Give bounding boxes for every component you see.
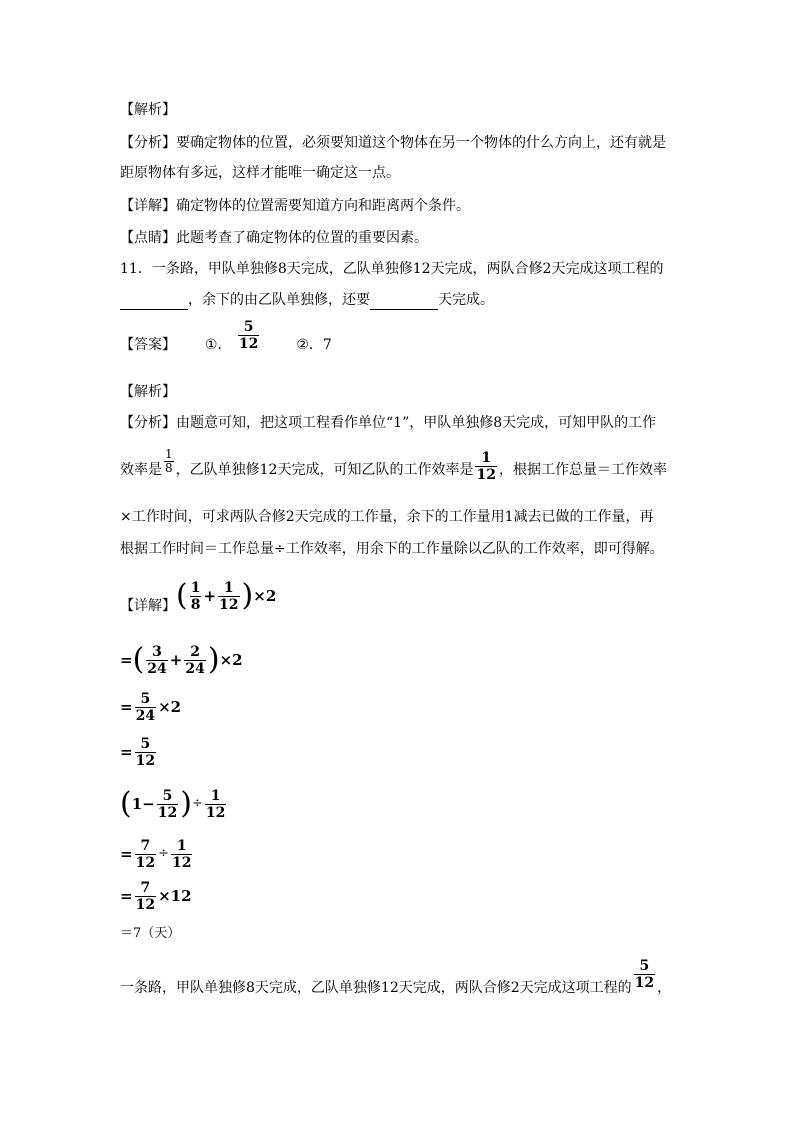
- fraction-denominator: 8: [165, 460, 173, 475]
- right-paren: ): [180, 786, 192, 821]
- equals-sign: =: [120, 743, 133, 761]
- fraction-numerator: 1: [190, 579, 201, 596]
- question-11-line-1: 11．一条路，甲队单独修8天完成，乙队单独修12天完成，两队合修2天完成这项工程的: [120, 261, 664, 277]
- equals-sign: =: [120, 651, 133, 669]
- calc-step-3: [120, 689, 181, 725]
- times-operator: ×2: [158, 698, 182, 716]
- divide-sign: ÷: [158, 846, 169, 861]
- times-operator: ×2: [219, 651, 243, 669]
- question-11-end-text: 天完成。: [438, 292, 494, 308]
- fraction-numerator: 1: [210, 787, 221, 804]
- calc-step-6: [120, 836, 194, 872]
- fraction-numerator: 7: [140, 879, 151, 896]
- answer-fraction-1: [238, 319, 259, 352]
- answer-row: [120, 318, 332, 364]
- times-operator: ×2: [253, 587, 277, 605]
- equals-sign: =: [120, 887, 133, 905]
- question-11-line-2: [120, 290, 494, 310]
- answer-label: 【答案】: [120, 337, 176, 353]
- fraction-denominator: 12: [238, 335, 259, 352]
- fraction-denominator: 12: [476, 466, 496, 483]
- fraction-one-twelfth: [475, 450, 496, 483]
- fraction-denominator: 24: [147, 660, 167, 677]
- fraction-numerator: 5: [140, 735, 151, 752]
- fraction-denominator: 24: [135, 707, 156, 724]
- analysis-line-2-text-b: ，乙队单独修12天完成，可知乙队的工作效率是: [175, 462, 474, 478]
- equals-sign: =: [120, 845, 133, 863]
- analysis-text-line-2: 距原物体有多远，这样才能唯一确定这一点。: [120, 165, 400, 181]
- right-paren: ): [241, 578, 254, 613]
- times-operator: ×12: [158, 887, 192, 905]
- conclusion-line: [120, 957, 672, 1000]
- analysis-text-line-1: 【分析】要确定物体的位置，必须要知道这个物体在另一个物体的什么方向上，还有就是: [120, 135, 666, 151]
- fraction-denominator: 12: [634, 974, 655, 991]
- divide-sign: ÷: [191, 796, 203, 811]
- equals-sign: =: [120, 698, 133, 716]
- fraction-denominator: 12: [205, 804, 226, 821]
- fraction-numerator: 1: [481, 449, 492, 466]
- fraction-denominator: 12: [135, 854, 156, 871]
- fraction-denominator: 12: [135, 896, 156, 913]
- fraction-numerator: 7: [140, 837, 151, 854]
- analysis-heading: 【解析】: [120, 384, 176, 400]
- fraction-numerator: 2: [190, 643, 200, 660]
- fraction-denominator: 12: [171, 854, 192, 871]
- fraction-denominator: 12: [135, 752, 156, 769]
- left-paren: (: [176, 578, 188, 613]
- detail-label: 【详解】: [120, 598, 176, 614]
- fraction-numerator: 1: [223, 579, 234, 596]
- calc-step-5: [120, 784, 228, 824]
- analysis-line-2-text-c: ，根据工作总量＝工作效率: [498, 462, 667, 478]
- plus-sign: +: [169, 651, 183, 669]
- calc-step-7: [120, 878, 192, 914]
- right-paren: ): [207, 642, 220, 677]
- answer-blank-1: [120, 295, 188, 310]
- calc-step-4: [120, 734, 158, 770]
- fraction-denominator: 24: [185, 660, 205, 677]
- fraction-numerator: 3: [152, 643, 162, 660]
- fraction-numerator: 5: [639, 957, 650, 974]
- conclusion-fraction: [634, 958, 655, 991]
- calc-result: ＝7（天）: [120, 926, 181, 941]
- fraction-one-eighth: [164, 448, 174, 475]
- conclusion-text: 一条路，甲队单独修8天完成，乙队单独修12天完成，两队合修2天完成这项工程的: [120, 980, 632, 996]
- conclusion-comma: ，: [657, 980, 672, 996]
- minus-sign: −: [142, 795, 155, 813]
- fraction-numerator: 5: [243, 318, 254, 335]
- left-paren: (: [120, 786, 132, 821]
- analysis-line-4: 根据工作时间＝工作总量÷工作效率，用余下的工作量除以乙队的工作效率，即可得解。: [120, 541, 664, 557]
- analysis-line-1: 【分析】由题意可知，把这项工程看作单位“1”，甲队单独修8天完成，可知甲队的工作: [120, 415, 657, 431]
- answer-blank-2: [370, 295, 438, 310]
- fraction-denominator: 8: [190, 596, 201, 613]
- analysis-line-3: ×工作时间，可求两队合修2天完成的工作量，余下的工作量用1减去已做的工作量，再: [120, 509, 654, 525]
- fraction-numerator: 5: [140, 690, 151, 707]
- detail-text: 【详解】确定物体的位置需要知道方向和距离两个条件。: [120, 198, 470, 214]
- fraction-numerator: 5: [162, 787, 173, 804]
- analysis-line-2-text-a: 效率是: [120, 462, 162, 478]
- question-11-middle-text: ，余下的由乙队单独修，还要: [188, 292, 370, 308]
- answer-item-2: ②．7: [296, 337, 332, 353]
- fraction-numerator: 1: [176, 837, 187, 854]
- calc-step-2: [120, 640, 243, 680]
- section-jiexi-heading: 【解析】: [120, 102, 176, 118]
- calc-step-1: [120, 576, 276, 616]
- fraction-denominator: 12: [157, 804, 178, 821]
- plus-sign: +: [203, 587, 217, 605]
- answer-item-1-marker: ①．: [204, 337, 232, 353]
- fraction-denominator: 12: [219, 596, 239, 613]
- left-paren: (: [132, 642, 145, 677]
- fraction-numerator: 1: [165, 446, 173, 461]
- comment-text: 【点睛】此题考查了确定物体的位置的重要因素。: [120, 230, 428, 246]
- analysis-line-2: [120, 446, 667, 488]
- number-one: 1: [131, 795, 143, 813]
